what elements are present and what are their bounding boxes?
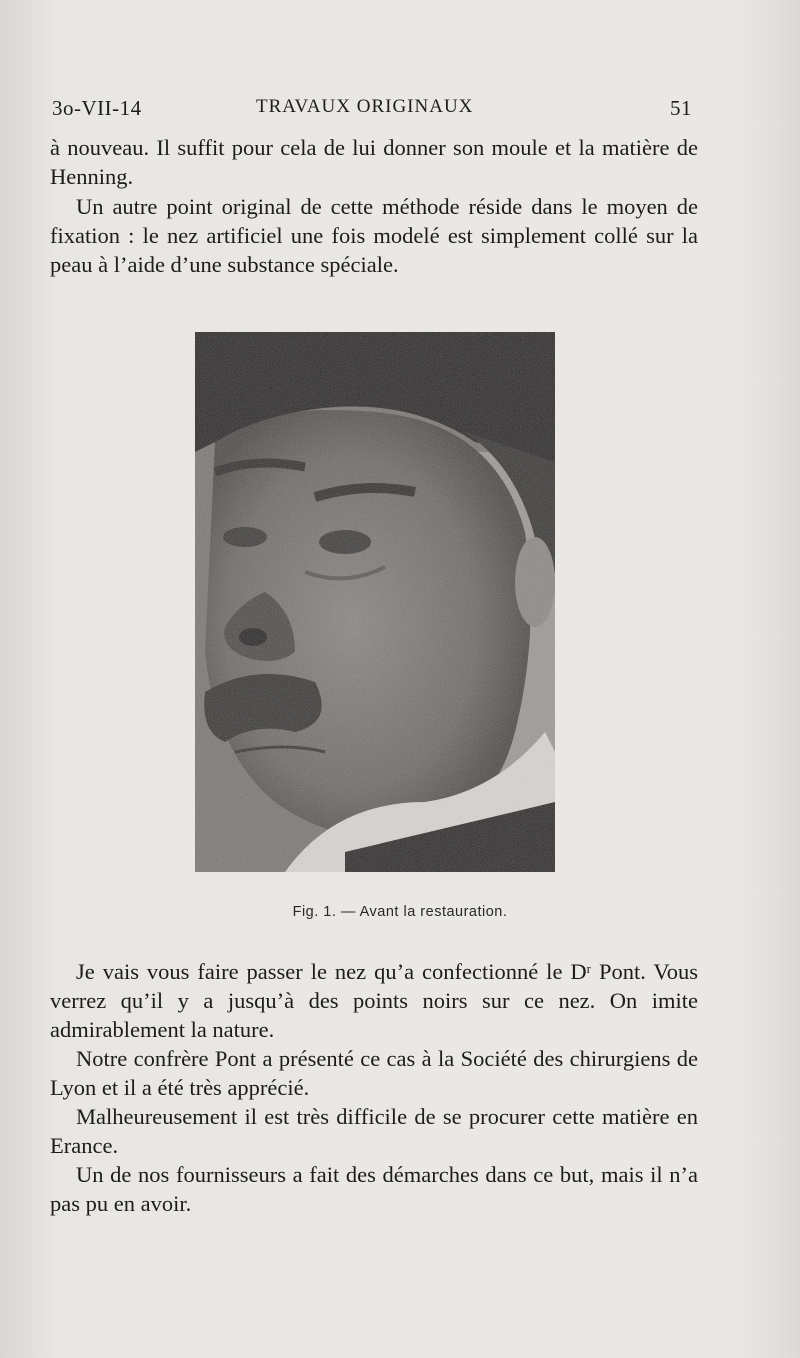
figure-photo (195, 332, 555, 872)
paragraph-3-part-2: Pont. Vous verrez qu’il y a jusqu’à des points noirs sur ce nez. On imite admirablement la nature. (50, 959, 698, 1042)
paragraph-2: Un autre point original de cette méthode réside dans le moyen de fixation : le nez artificiel une fois modelé est simplement collé sur la peau à l’aide d’une substance spéciale. (50, 194, 698, 277)
paragraph-3-part-1: Je vais vous faire passer le nez qu’a confectionné le D (76, 959, 587, 984)
doctor-abbrev-superscript: r (586, 961, 591, 976)
paragraph-5: Malheureusement il est très difficile de se procurer cette matière en Erance. (50, 1104, 698, 1158)
page-number: 51 (670, 96, 692, 120)
running-header (52, 96, 692, 126)
paragraph-6: Un de nos fournisseurs a fait des démarches dans ce but, mais il n’a pas pu en avoir. (50, 1162, 698, 1216)
portrait-photograph-icon (195, 332, 555, 872)
paragraph-3 (50, 957, 698, 1044)
figure-caption: Fig. 1. — Avant la restauration. (292, 904, 508, 920)
header-title: TRAVAUX ORIGINAUX (256, 96, 474, 117)
paragraph-1: à nouveau. Il suffit pour cela de lui donner son moule et la matière de Henning. (50, 135, 698, 189)
header-date: 3o-VII-14 (52, 96, 142, 120)
paragraph-4: Notre confrère Pont a présenté ce cas à la Société des chirurgiens de Lyon et il a été très apprécié. (50, 1046, 698, 1100)
